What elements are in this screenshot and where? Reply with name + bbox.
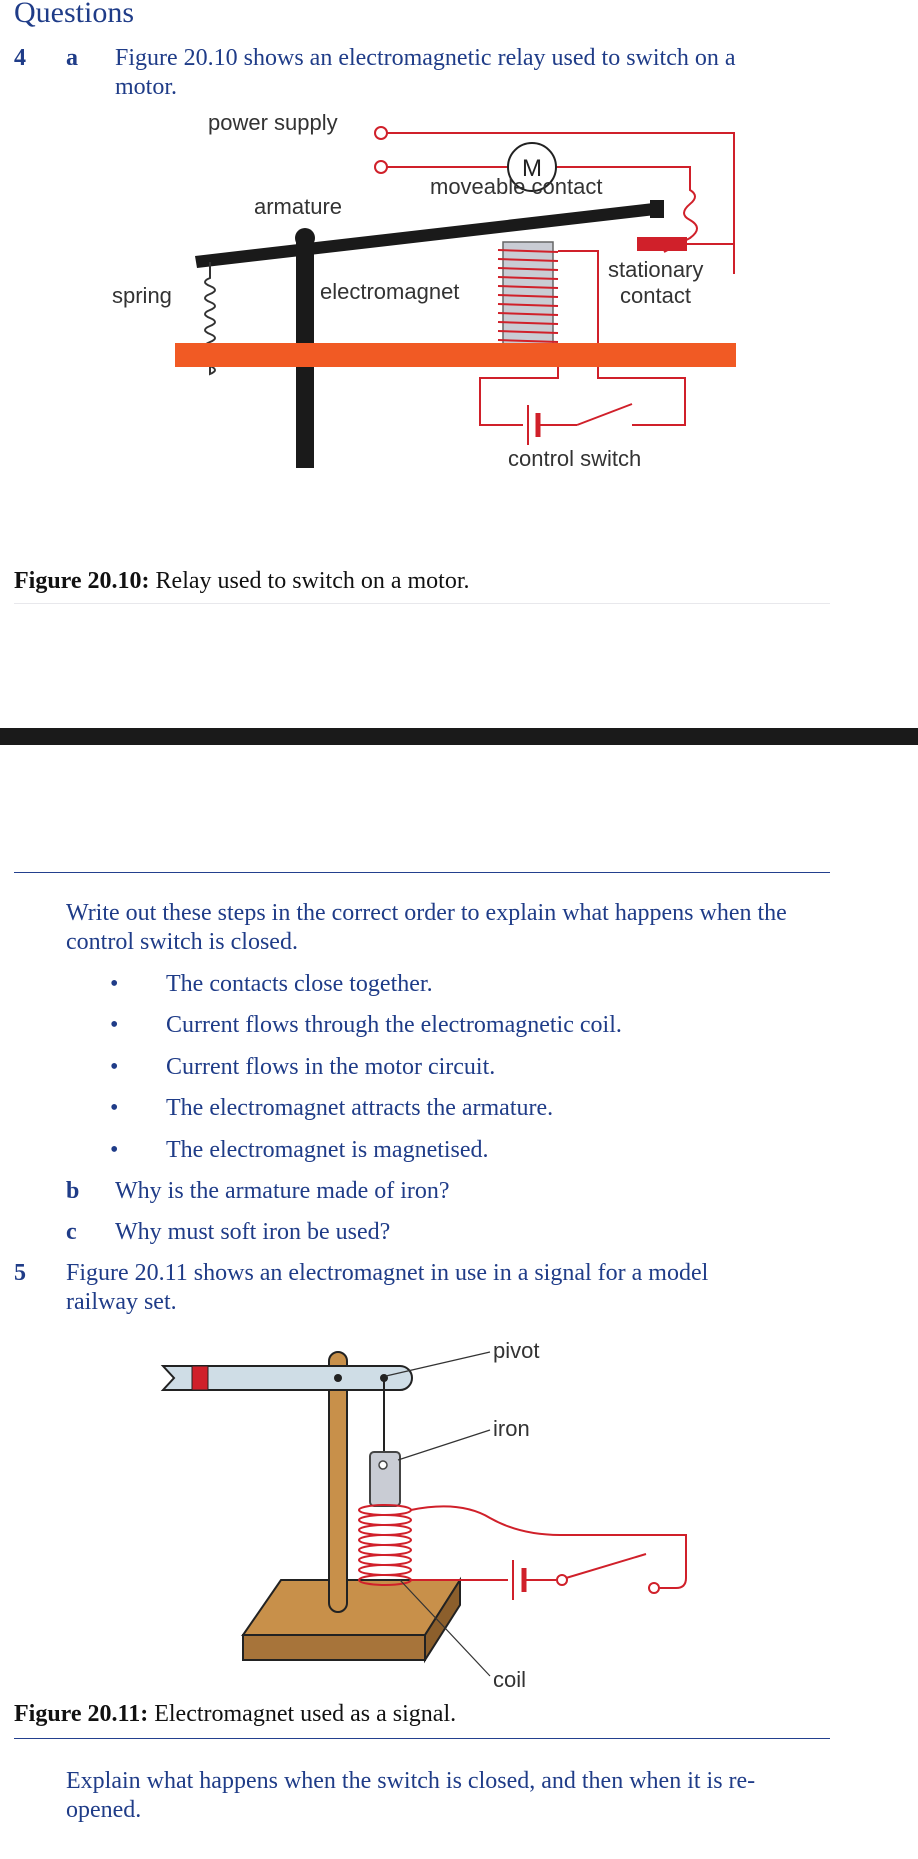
label-pivot: pivot	[493, 1338, 540, 1363]
page-separator-band	[0, 728, 918, 745]
bullet: •	[110, 1137, 119, 1163]
part-c-text: Why must soft iron be used?	[115, 1219, 391, 1245]
part-a-text-line2: motor.	[115, 74, 178, 100]
q5-text-line2: railway set.	[66, 1289, 177, 1315]
figure-20-11-caption	[14, 1701, 456, 1728]
switch-terminal-left	[557, 1575, 567, 1585]
step-text: Current flows in the motor circuit.	[166, 1054, 496, 1080]
instruction-line1: Write out these steps in the correct order to explain what happens when the	[66, 900, 787, 926]
bullet: •	[110, 971, 119, 997]
label-iron: iron	[493, 1416, 530, 1441]
step-text: Current flows through the electromagnetic coil.	[166, 1012, 622, 1038]
caption-label: Figure 20.10:	[14, 568, 150, 594]
part-b-text: Why is the armature made of iron?	[115, 1178, 450, 1204]
relay-base	[175, 343, 736, 367]
caption-divider	[14, 603, 830, 604]
wood-base-front	[243, 1635, 425, 1660]
switch-terminal-right	[649, 1583, 659, 1593]
part-a-text-line1: Figure 20.10 shows an electromagnetic relay used to switch on a	[115, 45, 736, 71]
explain-line2: opened.	[66, 1797, 142, 1823]
power-terminal-bottom	[375, 161, 387, 173]
label-spring: spring	[112, 283, 172, 308]
caption-divider	[14, 1738, 830, 1739]
signal-diagram	[0, 1330, 918, 1700]
label-power-supply: power supply	[208, 110, 338, 135]
page-title: Questions	[14, 0, 134, 29]
q5-text-line1: Figure 20.11 shows an electromagnet in use in a signal for a model	[66, 1260, 709, 1286]
iron-core	[370, 1452, 400, 1506]
part-a-letter: a	[66, 45, 78, 71]
section-divider	[14, 872, 830, 873]
question-number-4: 4	[14, 45, 26, 71]
label-coil: coil	[493, 1667, 527, 1692]
part-b-letter: b	[66, 1178, 80, 1204]
label-control-switch: control switch	[508, 446, 642, 471]
stationary-contact	[637, 237, 687, 251]
signal-switch-lever	[566, 1554, 646, 1578]
caption-text: Relay used to switch on a motor.	[149, 568, 470, 594]
caption-text: Electromagnet used as a signal.	[148, 1701, 457, 1727]
bullet: •	[110, 1095, 119, 1121]
pivot-top	[295, 228, 315, 248]
instruction-line2: control switch is closed.	[66, 929, 298, 955]
question-number-5: 5	[14, 1260, 26, 1286]
motor-wire-top	[387, 133, 734, 274]
electromagnet-core	[503, 242, 553, 346]
figure-20-10-caption	[14, 568, 470, 595]
pivot-leader	[386, 1352, 490, 1376]
explain-line1: Explain what happens when the switch is closed, and then when it is re-	[66, 1768, 756, 1794]
control-switch-lever	[577, 404, 632, 425]
step-text: The electromagnet is magnetised.	[166, 1137, 489, 1163]
iron-leader	[398, 1430, 490, 1460]
signal-arm-red-band	[192, 1366, 208, 1390]
signal-wire-top	[411, 1506, 686, 1588]
relay-diagram	[0, 110, 918, 570]
motor-label: M	[522, 155, 542, 182]
iron-core-hole	[379, 1461, 387, 1469]
coil-windings	[359, 1505, 411, 1585]
label-armature: armature	[254, 194, 343, 219]
bullet: •	[110, 1012, 119, 1038]
power-terminal-top	[375, 127, 387, 139]
label-stationary-line1: stationary	[608, 257, 704, 282]
label-electromagnet: electromagnet	[320, 279, 460, 304]
moveable-contact	[650, 200, 664, 218]
step-text: The electromagnet attracts the armature.	[166, 1095, 554, 1121]
caption-label: Figure 20.11:	[14, 1701, 149, 1727]
step-text: The contacts close together.	[166, 971, 433, 997]
bullet: •	[110, 1054, 119, 1080]
part-c-letter: c	[66, 1219, 77, 1245]
label-moveable-contact: moveable contact	[430, 174, 603, 199]
post-pivot-dot	[334, 1374, 342, 1382]
label-stationary-line2: contact	[620, 283, 691, 308]
wood-base-top	[243, 1580, 460, 1635]
